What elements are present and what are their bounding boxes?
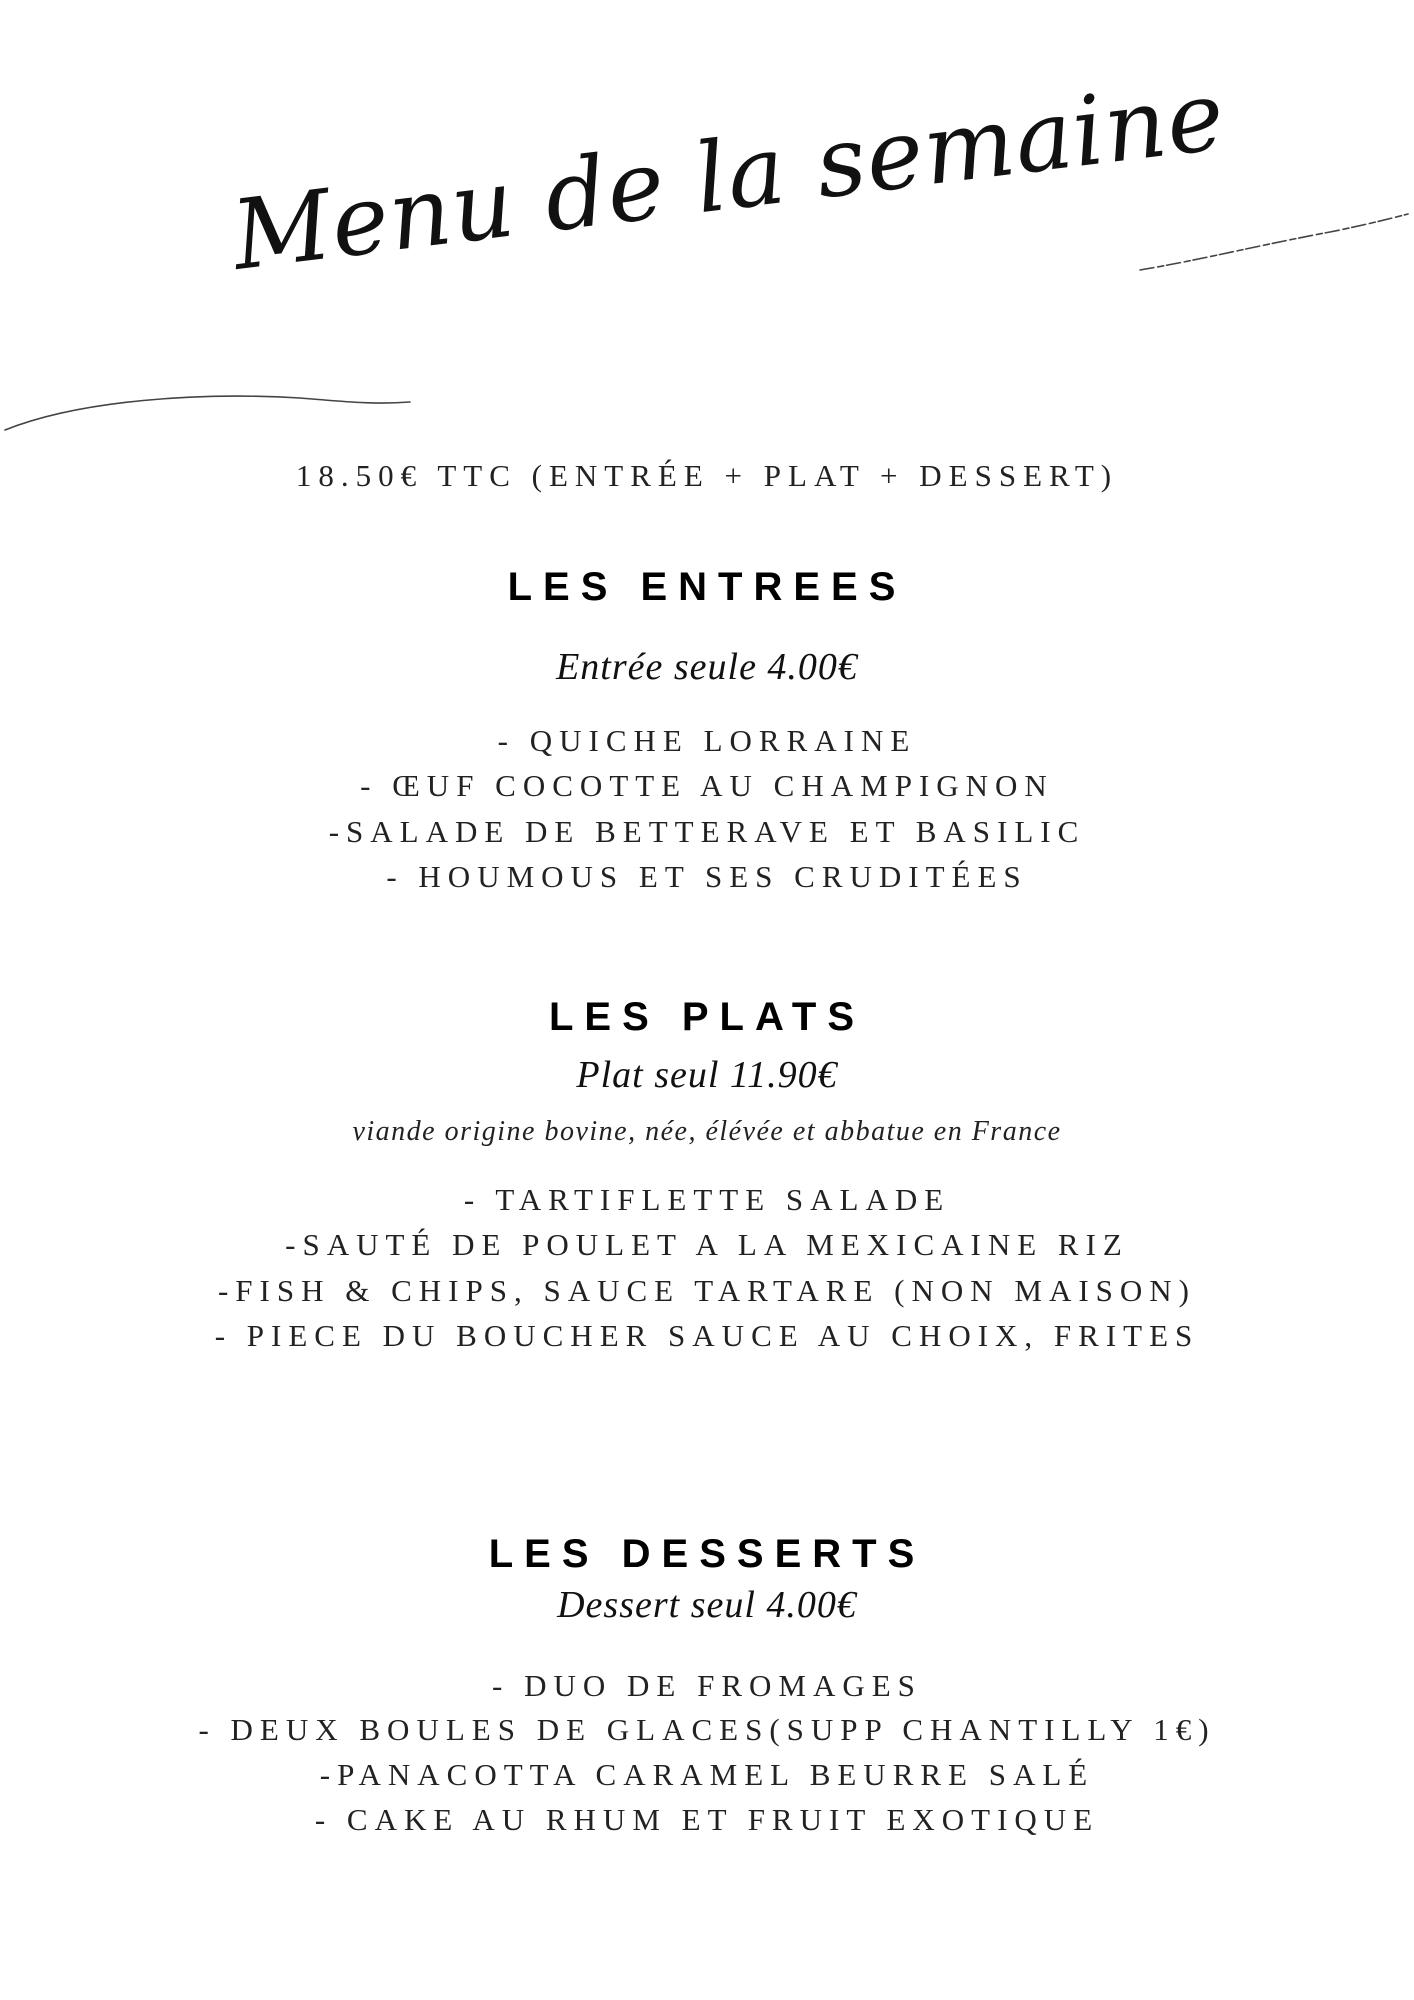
section-heading-entrees: LES ENTREES [507,565,907,609]
meat-origin-note: viande origine bovine, née, élévée et abbatue en France [352,1116,1062,1147]
section-price-entrees: Entrée seule 4.00€ [556,646,858,688]
section-heading-desserts: LES DESSERTS [488,1532,926,1576]
menu-item: - HOUMOUS ET SES CRUDITÉES [386,859,1028,894]
menu-item: - PIECE DU BOUCHER SAUCE AU CHOIX, FRITES [214,1318,1200,1353]
menu-item: - QUICHE LORRAINE [497,723,917,758]
menu-item: - TARTIFLETTE SALADE [463,1182,951,1217]
flourish-line-left [5,396,410,430]
price-formula: 18.50€ TTC (ENTRÉE + PLAT + DESSERT) [295,458,1119,493]
menu-title: Menu de la semaine [226,59,1231,292]
section-price-plats: Plat seul 11.90€ [576,1054,838,1096]
menu-item: -FISH & CHIPS, SAUCE TARTARE (NON MAISON) [217,1273,1197,1308]
menu-item: - DEUX BOULES DE GLACES(SUPP CHANTILLY 1€) [198,1712,1216,1747]
menu-item: -SALADE DE BETTERAVE ET BASILIC [328,814,1086,849]
menu-item: - ŒUF COCOTTE AU CHAMPIGNON [360,768,1054,803]
section-price-desserts: Dessert seul 4.00€ [557,1584,857,1626]
section-heading-plats: LES PLATS [548,995,866,1039]
menu-item: - CAKE AU RHUM ET FRUIT EXOTIQUE [314,1802,1100,1837]
menu-item: - DUO DE FROMAGES [492,1668,922,1703]
flourish-line-right [1140,214,1408,270]
menu-item: -PANACOTTA CARAMEL BEURRE SALÉ [319,1757,1095,1792]
menu-item: -SAUTÉ DE POULET A LA MEXICAINE RIZ [285,1227,1129,1262]
